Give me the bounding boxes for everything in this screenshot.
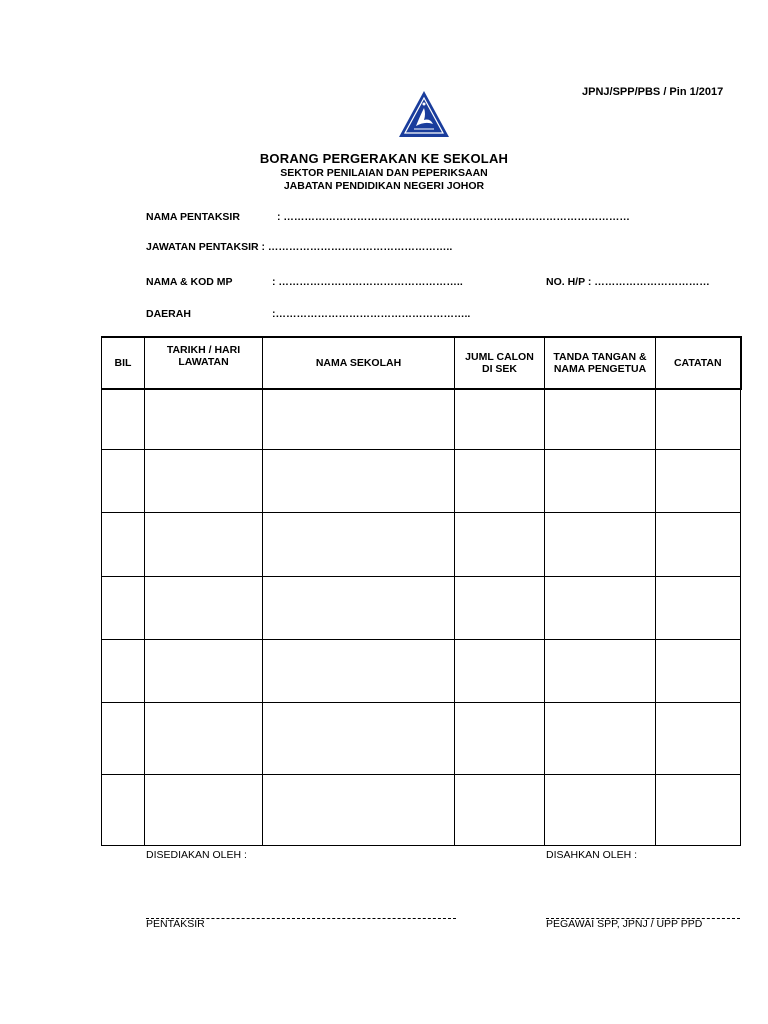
- col-bil: BIL: [102, 337, 145, 389]
- cell-tarikh[interactable]: [145, 639, 263, 702]
- table-row: [102, 639, 741, 702]
- table-row: [102, 774, 741, 845]
- col-tanda-line-1: TANDA TANGAN &: [553, 351, 647, 363]
- cell-juml-calon[interactable]: [455, 449, 545, 512]
- label-nama-kod-mp: NAMA & KOD MP: [146, 276, 233, 288]
- jpnj-logo-icon: [398, 90, 450, 142]
- pentaksir-label: PENTAKSIR: [146, 918, 205, 930]
- nama-kod-mp-field[interactable]: : ……………………………………………..: [272, 276, 463, 288]
- cell-bil[interactable]: [102, 576, 145, 639]
- cell-tanda-tangan[interactable]: [545, 639, 656, 702]
- cell-juml-calon[interactable]: [455, 389, 545, 449]
- cell-tanda-tangan[interactable]: [545, 576, 656, 639]
- col-catatan: CATATAN: [656, 337, 741, 389]
- label-nama-pentaksir: NAMA PENTAKSIR: [146, 211, 240, 223]
- jawatan-pentaksir-field[interactable]: JAWATAN PENTAKSIR : ……………………………………………..: [146, 241, 453, 253]
- cell-juml-calon[interactable]: [455, 639, 545, 702]
- cell-bil[interactable]: [102, 774, 145, 845]
- col-juml-line-2: DI SEK: [481, 363, 517, 375]
- cell-catatan[interactable]: [656, 576, 741, 639]
- cell-catatan[interactable]: [656, 774, 741, 845]
- cell-catatan[interactable]: [656, 449, 741, 512]
- cell-nama-sekolah[interactable]: [263, 576, 455, 639]
- table-row: [102, 702, 741, 774]
- col-juml-line-1: JUML CALON: [465, 351, 534, 363]
- no-hp-field[interactable]: NO. H/P : ……………………………: [546, 276, 710, 288]
- cell-tarikh[interactable]: [145, 576, 263, 639]
- col-tarikh-lawatan: [145, 337, 263, 389]
- cell-juml-calon[interactable]: [455, 512, 545, 576]
- cell-bil[interactable]: [102, 512, 145, 576]
- table-row: [102, 389, 741, 449]
- cell-tarikh[interactable]: [145, 449, 263, 512]
- form-reference-code: JPNJ/SPP/PBS / Pin 1/2017: [582, 86, 724, 98]
- cell-bil[interactable]: [102, 389, 145, 449]
- table-row: [102, 512, 741, 576]
- cell-juml-calon[interactable]: [455, 576, 545, 639]
- cell-tarikh[interactable]: [145, 702, 263, 774]
- cell-tanda-tangan[interactable]: [545, 774, 656, 845]
- pegawai-label: PEGAWAI SPP, JPNJ / UPP PPD: [546, 918, 703, 930]
- cell-catatan[interactable]: [656, 639, 741, 702]
- form-subtitle-sector: SEKTOR PENILAIAN DAN PEPERIKSAAN: [280, 167, 488, 179]
- cell-tarikh[interactable]: [145, 389, 263, 449]
- label-daerah: DAERAH: [146, 308, 191, 320]
- col-tarikh-line-2: LAWATAN: [178, 356, 229, 368]
- col-tanda-line-2: NAMA PENGETUA: [553, 363, 647, 375]
- visit-table: [101, 336, 742, 846]
- nama-pentaksir-field[interactable]: : ………………………………………………………………………………………: [277, 211, 630, 223]
- col-juml-calon: [455, 337, 545, 389]
- col-nama-sekolah: NAMA SEKOLAH: [263, 337, 455, 389]
- cell-nama-sekolah[interactable]: [263, 389, 455, 449]
- cell-catatan[interactable]: [656, 512, 741, 576]
- cell-catatan[interactable]: [656, 702, 741, 774]
- table-header-row: [102, 337, 741, 389]
- cell-nama-sekolah[interactable]: [263, 449, 455, 512]
- cell-tarikh[interactable]: [145, 774, 263, 845]
- cell-catatan[interactable]: [656, 389, 741, 449]
- disediakan-oleh-label: DISEDIAKAN OLEH :: [146, 849, 247, 861]
- cell-nama-sekolah[interactable]: [263, 512, 455, 576]
- table-row: [102, 449, 741, 512]
- form-subtitle-department: JABATAN PENDIDIKAN NEGERI JOHOR: [283, 180, 485, 192]
- cell-tanda-tangan[interactable]: [545, 702, 656, 774]
- cell-juml-calon[interactable]: [455, 702, 545, 774]
- cell-tarikh[interactable]: [145, 512, 263, 576]
- cell-nama-sekolah[interactable]: [263, 639, 455, 702]
- col-tanda-tangan: [545, 337, 656, 389]
- cell-bil[interactable]: [102, 702, 145, 774]
- table-row: [102, 576, 741, 639]
- cell-tanda-tangan[interactable]: [545, 512, 656, 576]
- col-tarikh-line-1: TARIKH / HARI: [166, 344, 241, 356]
- cell-tanda-tangan[interactable]: [545, 449, 656, 512]
- cell-juml-calon[interactable]: [455, 774, 545, 845]
- disahkan-oleh-label: DISAHKAN OLEH :: [546, 849, 638, 861]
- form-title: BORANG PERGERAKAN KE SEKOLAH: [259, 151, 509, 166]
- daerah-field[interactable]: :………………………………………………..: [272, 308, 471, 320]
- cell-bil[interactable]: [102, 449, 145, 512]
- cell-nama-sekolah[interactable]: [263, 702, 455, 774]
- cell-tanda-tangan[interactable]: [545, 389, 656, 449]
- cell-nama-sekolah[interactable]: [263, 774, 455, 845]
- cell-bil[interactable]: [102, 639, 145, 702]
